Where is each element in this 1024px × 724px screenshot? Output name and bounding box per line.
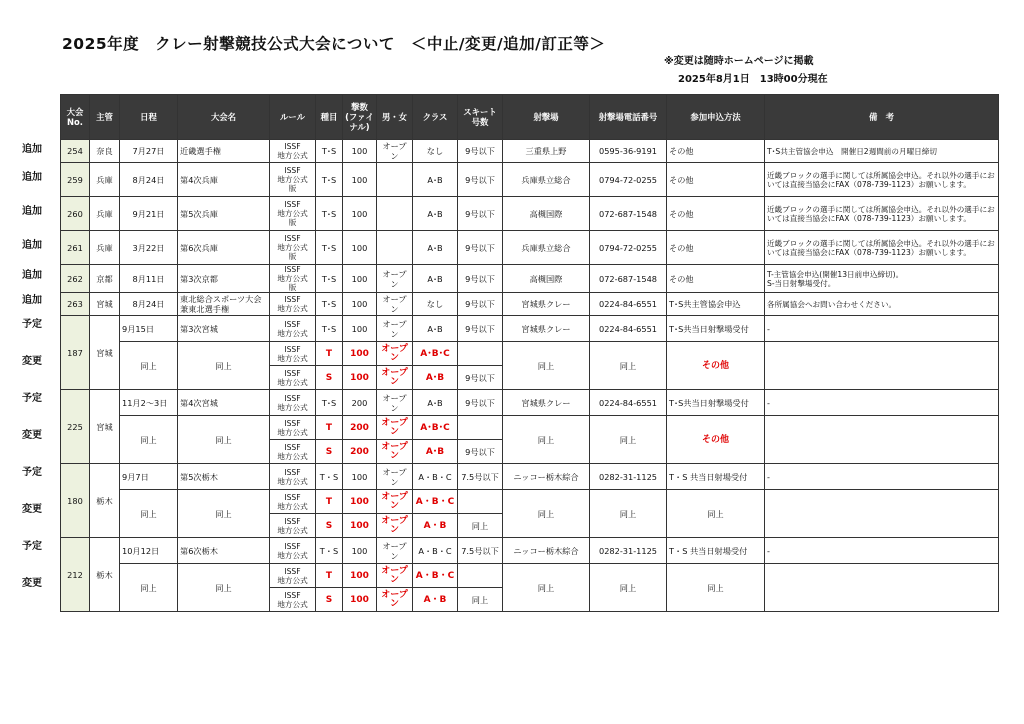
table-cell: 9号以下 bbox=[458, 440, 503, 464]
table-cell: 100 bbox=[343, 197, 377, 231]
column-header: 種目 bbox=[316, 95, 343, 140]
table-cell: 100 bbox=[343, 231, 377, 265]
table-cell: 9号以下 bbox=[458, 293, 503, 316]
table-cell: 兵庫 bbox=[90, 197, 120, 231]
table-cell: T･S bbox=[316, 163, 343, 197]
table-cell: 100 bbox=[343, 564, 377, 588]
table-cell: T-主管協会申込(開催13日前申込締切)。 S-当日射撃場受付。 bbox=[765, 265, 999, 293]
table-header-row bbox=[61, 95, 999, 140]
table-cell: 京都 bbox=[90, 265, 120, 293]
table-cell bbox=[458, 342, 503, 366]
table-cell: 0224-84-6551 bbox=[590, 293, 667, 316]
table-cell bbox=[377, 231, 413, 265]
tournament-no: 212 bbox=[61, 538, 90, 612]
table-cell: ISSF 地方公式 bbox=[270, 588, 316, 612]
tournament-table bbox=[60, 94, 999, 612]
table-row bbox=[61, 490, 999, 514]
table-cell: 第5次栃木 bbox=[178, 464, 270, 490]
table-cell: なし bbox=[413, 140, 458, 163]
tournament-no: 225 bbox=[61, 390, 90, 464]
table-row bbox=[61, 140, 999, 163]
table-row bbox=[61, 564, 999, 588]
table-cell: A・B bbox=[413, 514, 458, 538]
table-cell: オープン bbox=[377, 490, 413, 514]
table-cell: ISSF 地方公式 bbox=[270, 366, 316, 390]
table-cell: T・S 共当日射場受付 bbox=[667, 538, 765, 564]
table-cell: A･B･C bbox=[413, 416, 458, 440]
table-cell: オープン bbox=[377, 366, 413, 390]
table-cell: オープン bbox=[377, 265, 413, 293]
table-cell: - bbox=[765, 464, 999, 490]
table-cell: 同上 bbox=[503, 564, 590, 612]
table-cell: 200 bbox=[343, 390, 377, 416]
table-cell: 宮城県クレー bbox=[503, 390, 590, 416]
table-cell: オープン bbox=[377, 588, 413, 612]
table-cell: T bbox=[316, 490, 343, 514]
column-header: 主管 bbox=[90, 95, 120, 140]
table-cell: オープン bbox=[377, 390, 413, 416]
table-cell: 同上 bbox=[120, 416, 178, 464]
table-cell: ISSF 地方公式 版 bbox=[270, 231, 316, 265]
table-cell: 100 bbox=[343, 366, 377, 390]
row-status-label: 追加 bbox=[22, 270, 42, 281]
table-cell bbox=[765, 564, 999, 612]
table-cell: A･B bbox=[413, 390, 458, 416]
row-status-label: 追加 bbox=[22, 240, 42, 251]
table-cell: 東北総合スポーツ大会兼東北選手権 bbox=[178, 293, 270, 316]
table-cell: 同上 bbox=[178, 342, 270, 390]
row-status-label: 変更 bbox=[22, 356, 42, 367]
table-cell: 同上 bbox=[503, 490, 590, 538]
table-cell: ISSF 地方公式 bbox=[270, 390, 316, 416]
table-row bbox=[61, 293, 999, 316]
table-cell: 9月15日 bbox=[120, 316, 178, 342]
table-cell: 9号以下 bbox=[458, 366, 503, 390]
table-row bbox=[61, 342, 999, 366]
table-cell: ISSF 地方公式 bbox=[270, 342, 316, 366]
table-cell bbox=[458, 490, 503, 514]
table-cell: T･S共主管協会申込 bbox=[667, 293, 765, 316]
table-cell: 100 bbox=[343, 316, 377, 342]
column-header: 撃数 (ファイナル) bbox=[343, 95, 377, 140]
table-cell: 兵庫 bbox=[90, 231, 120, 265]
row-status-label: 変更 bbox=[22, 578, 42, 589]
update-note: ※変更は随時ホームページに掲載 bbox=[664, 56, 814, 67]
table-cell: 9号以下 bbox=[458, 231, 503, 265]
table-cell: 9号以下 bbox=[458, 265, 503, 293]
table-cell bbox=[765, 342, 999, 390]
table-row bbox=[61, 316, 999, 342]
table-cell: ISSF 地方公式 版 bbox=[270, 197, 316, 231]
table-cell: 100 bbox=[343, 538, 377, 564]
table-cell bbox=[458, 564, 503, 588]
table-cell: T･S共主管協会申込 開催日2週間前の月曜日締切 bbox=[765, 140, 999, 163]
table-cell: S bbox=[316, 514, 343, 538]
column-header: 日程 bbox=[120, 95, 178, 140]
table-cell: 同上 bbox=[590, 564, 667, 612]
table-cell: T･S共当日射撃場受付 bbox=[667, 390, 765, 416]
table-cell: ISSF 地方公式 bbox=[270, 514, 316, 538]
table-cell: 100 bbox=[343, 140, 377, 163]
table-cell: 072-687-1548 bbox=[590, 265, 667, 293]
table-cell: 100 bbox=[343, 163, 377, 197]
table-cell: A･B bbox=[413, 440, 458, 464]
table-row bbox=[61, 197, 999, 231]
table-cell: 200 bbox=[343, 416, 377, 440]
table-cell: 200 bbox=[343, 440, 377, 464]
table-cell: 第4次兵庫 bbox=[178, 163, 270, 197]
table-cell: 各所属協会へお問い合わせください。 bbox=[765, 293, 999, 316]
table-cell: - bbox=[765, 316, 999, 342]
row-status-label: 変更 bbox=[22, 504, 42, 515]
table-cell: S bbox=[316, 440, 343, 464]
table-cell: 同上 bbox=[458, 588, 503, 612]
table-cell: 100 bbox=[343, 490, 377, 514]
table-cell: 第6次兵庫 bbox=[178, 231, 270, 265]
column-header: 大会No. bbox=[61, 95, 90, 140]
table-cell: 9号以下 bbox=[458, 316, 503, 342]
table-cell: A･B bbox=[413, 231, 458, 265]
table-cell: 第5次兵庫 bbox=[178, 197, 270, 231]
table-cell: 0794-72-0255 bbox=[590, 163, 667, 197]
column-header: ルール bbox=[270, 95, 316, 140]
table-cell: オープン bbox=[377, 564, 413, 588]
table-cell: 0224-84-6551 bbox=[590, 316, 667, 342]
table-cell: ISSF 地方公式 bbox=[270, 564, 316, 588]
table-cell: 11月2～3日 bbox=[120, 390, 178, 416]
table-cell: S bbox=[316, 366, 343, 390]
column-header: 大会名 bbox=[178, 95, 270, 140]
table-cell: T・S bbox=[316, 538, 343, 564]
table-cell: 9月21日 bbox=[120, 197, 178, 231]
table-cell: 0595-36-9191 bbox=[590, 140, 667, 163]
table-cell: A･B･C bbox=[413, 342, 458, 366]
organizer: 栃木 bbox=[90, 538, 120, 612]
table-cell: 兵庫県立総合 bbox=[503, 163, 590, 197]
table-cell bbox=[765, 490, 999, 538]
table-cell: 254 bbox=[61, 140, 90, 163]
table-cell: A・B・C bbox=[413, 490, 458, 514]
table-cell: 同上 bbox=[120, 490, 178, 538]
table-cell: 8月24日 bbox=[120, 163, 178, 197]
table-cell: オープン bbox=[377, 293, 413, 316]
table-cell: 第3次京都 bbox=[178, 265, 270, 293]
tournament-no: 180 bbox=[61, 464, 90, 538]
organizer: 宮城 bbox=[90, 390, 120, 464]
table-cell: - bbox=[765, 538, 999, 564]
table-cell: 9月7日 bbox=[120, 464, 178, 490]
table-cell: なし bbox=[413, 293, 458, 316]
row-status-label: 予定 bbox=[22, 393, 42, 404]
table-cell: 同上 bbox=[667, 490, 765, 538]
table-cell: その他 bbox=[667, 342, 765, 390]
table-cell: 100 bbox=[343, 464, 377, 490]
tournament-no: 187 bbox=[61, 316, 90, 390]
table-cell: 9号以下 bbox=[458, 140, 503, 163]
table-cell: 263 bbox=[61, 293, 90, 316]
table-cell: ISSF 地方公式 版 bbox=[270, 163, 316, 197]
table-row bbox=[61, 265, 999, 293]
table-cell: ニッコー栃木綜合 bbox=[503, 464, 590, 490]
table-cell: 100 bbox=[343, 514, 377, 538]
table-cell: 261 bbox=[61, 231, 90, 265]
table-cell: 第6次栃木 bbox=[178, 538, 270, 564]
table-cell: A･B bbox=[413, 366, 458, 390]
table-cell: 近畿ブロックの選手に関しては所属協会申込。それ以外の選手においては直接当協会にFAX（078-739-1123）お願いします。 bbox=[765, 231, 999, 265]
table-cell: オープン bbox=[377, 342, 413, 366]
table-cell: T･S bbox=[316, 390, 343, 416]
table-cell: S bbox=[316, 588, 343, 612]
table-cell: ISSF 地方公式 版 bbox=[270, 265, 316, 293]
table-cell: 3月22日 bbox=[120, 231, 178, 265]
table-cell bbox=[765, 416, 999, 464]
table-cell: ISSF 地方公式 bbox=[270, 538, 316, 564]
table-cell: T bbox=[316, 342, 343, 366]
row-status-label: 変更 bbox=[22, 430, 42, 441]
table-cell: オープン bbox=[377, 538, 413, 564]
column-header: 射撃場電話番号 bbox=[590, 95, 667, 140]
table-cell: 近畿選手権 bbox=[178, 140, 270, 163]
table-cell: 0794-72-0255 bbox=[590, 231, 667, 265]
table-cell: ISSF 地方公式 bbox=[270, 464, 316, 490]
as-of-date: 2025年8月1日 13時00分現在 bbox=[678, 74, 828, 85]
row-status-label: 追加 bbox=[22, 143, 42, 155]
table-cell: T bbox=[316, 564, 343, 588]
table-cell: A・B bbox=[413, 588, 458, 612]
table-cell: 0224-84-6551 bbox=[590, 390, 667, 416]
row-status-label: 予定 bbox=[22, 319, 42, 330]
table-cell: 100 bbox=[343, 588, 377, 612]
table-cell: オープン bbox=[377, 514, 413, 538]
table-cell: 0282-31-1125 bbox=[590, 538, 667, 564]
organizer: 栃木 bbox=[90, 464, 120, 538]
table-cell: 7.5号以下 bbox=[458, 464, 503, 490]
table-cell: T bbox=[316, 416, 343, 440]
table-cell: 同上 bbox=[178, 416, 270, 464]
column-header: クラス bbox=[413, 95, 458, 140]
table-cell: オープン bbox=[377, 464, 413, 490]
table-cell: 9号以下 bbox=[458, 163, 503, 197]
row-status-label: 追加 bbox=[22, 206, 42, 217]
table-cell: 9号以下 bbox=[458, 197, 503, 231]
table-cell: T･S bbox=[316, 293, 343, 316]
table-cell: 同上 bbox=[667, 564, 765, 612]
table-cell: ISSF 地方公式 bbox=[270, 293, 316, 316]
document-title: 2025年度 クレー射撃競技公式大会について ＜中止/変更/追加/訂正等＞ bbox=[62, 35, 606, 53]
table-cell: 262 bbox=[61, 265, 90, 293]
table-cell: オープン bbox=[377, 440, 413, 464]
table-cell: その他 bbox=[667, 140, 765, 163]
organizer: 宮城 bbox=[90, 316, 120, 390]
table-cell: 7.5号以下 bbox=[458, 538, 503, 564]
table-cell: 100 bbox=[343, 342, 377, 366]
table-cell: 8月24日 bbox=[120, 293, 178, 316]
table-cell: 兵庫 bbox=[90, 163, 120, 197]
table-cell: A･B bbox=[413, 163, 458, 197]
table-cell: 奈良 bbox=[90, 140, 120, 163]
table-cell: T･S bbox=[316, 197, 343, 231]
table-cell: - bbox=[765, 390, 999, 416]
table-cell: A･B bbox=[413, 197, 458, 231]
table-row bbox=[61, 464, 999, 490]
table-cell: その他 bbox=[667, 416, 765, 464]
table-cell: 10月12日 bbox=[120, 538, 178, 564]
table-cell: 260 bbox=[61, 197, 90, 231]
table-cell: 100 bbox=[343, 265, 377, 293]
table-cell: T･S bbox=[316, 231, 343, 265]
table-row bbox=[61, 538, 999, 564]
table-row bbox=[61, 231, 999, 265]
table-cell: T･S bbox=[316, 316, 343, 342]
table-cell: A・B・C bbox=[413, 564, 458, 588]
table-cell: 259 bbox=[61, 163, 90, 197]
table-cell: 7月27日 bbox=[120, 140, 178, 163]
table-cell: ISSF 地方公式 bbox=[270, 490, 316, 514]
table-cell: A･B bbox=[413, 265, 458, 293]
table-cell: オープン bbox=[377, 140, 413, 163]
table-cell: その他 bbox=[667, 231, 765, 265]
column-header: スキート 号数 bbox=[458, 95, 503, 140]
table-cell: 三重県上野 bbox=[503, 140, 590, 163]
table-cell: 同上 bbox=[590, 416, 667, 464]
table-cell: 072-687-1548 bbox=[590, 197, 667, 231]
table-cell: 100 bbox=[343, 293, 377, 316]
table-cell: T・S 共当日射場受付 bbox=[667, 464, 765, 490]
row-status-label: 追加 bbox=[22, 172, 42, 183]
table-cell: ISSF 地方公式 bbox=[270, 316, 316, 342]
table-cell bbox=[377, 163, 413, 197]
table-cell: 同上 bbox=[503, 416, 590, 464]
table-cell: 高槻国際 bbox=[503, 265, 590, 293]
table-cell: 8月11日 bbox=[120, 265, 178, 293]
table-row bbox=[61, 390, 999, 416]
table-cell: 兵庫県立総合 bbox=[503, 231, 590, 265]
table-cell: 宮城県クレー bbox=[503, 316, 590, 342]
table-cell: オープン bbox=[377, 316, 413, 342]
table-cell: 宮城 bbox=[90, 293, 120, 316]
column-header: 射撃場 bbox=[503, 95, 590, 140]
table-cell: ISSF 地方公式 bbox=[270, 440, 316, 464]
table-cell: その他 bbox=[667, 265, 765, 293]
table-cell: その他 bbox=[667, 197, 765, 231]
table-cell: T･S共当日射撃場受付 bbox=[667, 316, 765, 342]
table-cell: 第4次宮城 bbox=[178, 390, 270, 416]
table-cell: 近畿ブロックの選手に関しては所属協会申込。それ以外の選手においては直接当協会にFAX（078-739-1123）お願いします。 bbox=[765, 163, 999, 197]
table-cell: T･S bbox=[316, 140, 343, 163]
table-cell: A･B bbox=[413, 316, 458, 342]
table-cell bbox=[458, 416, 503, 440]
table-cell: A・B・C bbox=[413, 464, 458, 490]
table-cell: オープン bbox=[377, 416, 413, 440]
table-cell: A・B・C bbox=[413, 538, 458, 564]
table-cell: 同上 bbox=[178, 490, 270, 538]
table-cell: 同上 bbox=[120, 564, 178, 612]
table-cell bbox=[377, 197, 413, 231]
table-cell: 同上 bbox=[178, 564, 270, 612]
table-cell: T・S bbox=[316, 464, 343, 490]
table-cell: 第3次宮城 bbox=[178, 316, 270, 342]
row-status-label: 予定 bbox=[22, 467, 42, 478]
table-cell: T･S bbox=[316, 265, 343, 293]
table-cell: その他 bbox=[667, 163, 765, 197]
column-header: 備 考 bbox=[765, 95, 999, 140]
table-cell: ニッコー栃木綜合 bbox=[503, 538, 590, 564]
table-cell: ISSF 地方公式 bbox=[270, 416, 316, 440]
table-cell: ISSF 地方公式 bbox=[270, 140, 316, 163]
column-header: 男・女 bbox=[377, 95, 413, 140]
table-cell: 宮城県クレー bbox=[503, 293, 590, 316]
table-cell: 近畿ブロックの選手に関しては所属協会申込。それ以外の選手においては直接当協会にFAX（078-739-1123）お願いします。 bbox=[765, 197, 999, 231]
row-status-label: 追加 bbox=[22, 294, 42, 306]
column-header: 参加申込方法 bbox=[667, 95, 765, 140]
table-cell: 9号以下 bbox=[458, 390, 503, 416]
table-cell: 0282-31-1125 bbox=[590, 464, 667, 490]
table-row bbox=[61, 416, 999, 440]
table-cell: 同上 bbox=[458, 514, 503, 538]
table-cell: 同上 bbox=[590, 490, 667, 538]
table-cell: 同上 bbox=[590, 342, 667, 390]
table-cell: 同上 bbox=[503, 342, 590, 390]
table-row bbox=[61, 163, 999, 197]
row-status-label: 予定 bbox=[22, 541, 42, 552]
table-cell: 高槻国際 bbox=[503, 197, 590, 231]
table-cell: 同上 bbox=[120, 342, 178, 390]
